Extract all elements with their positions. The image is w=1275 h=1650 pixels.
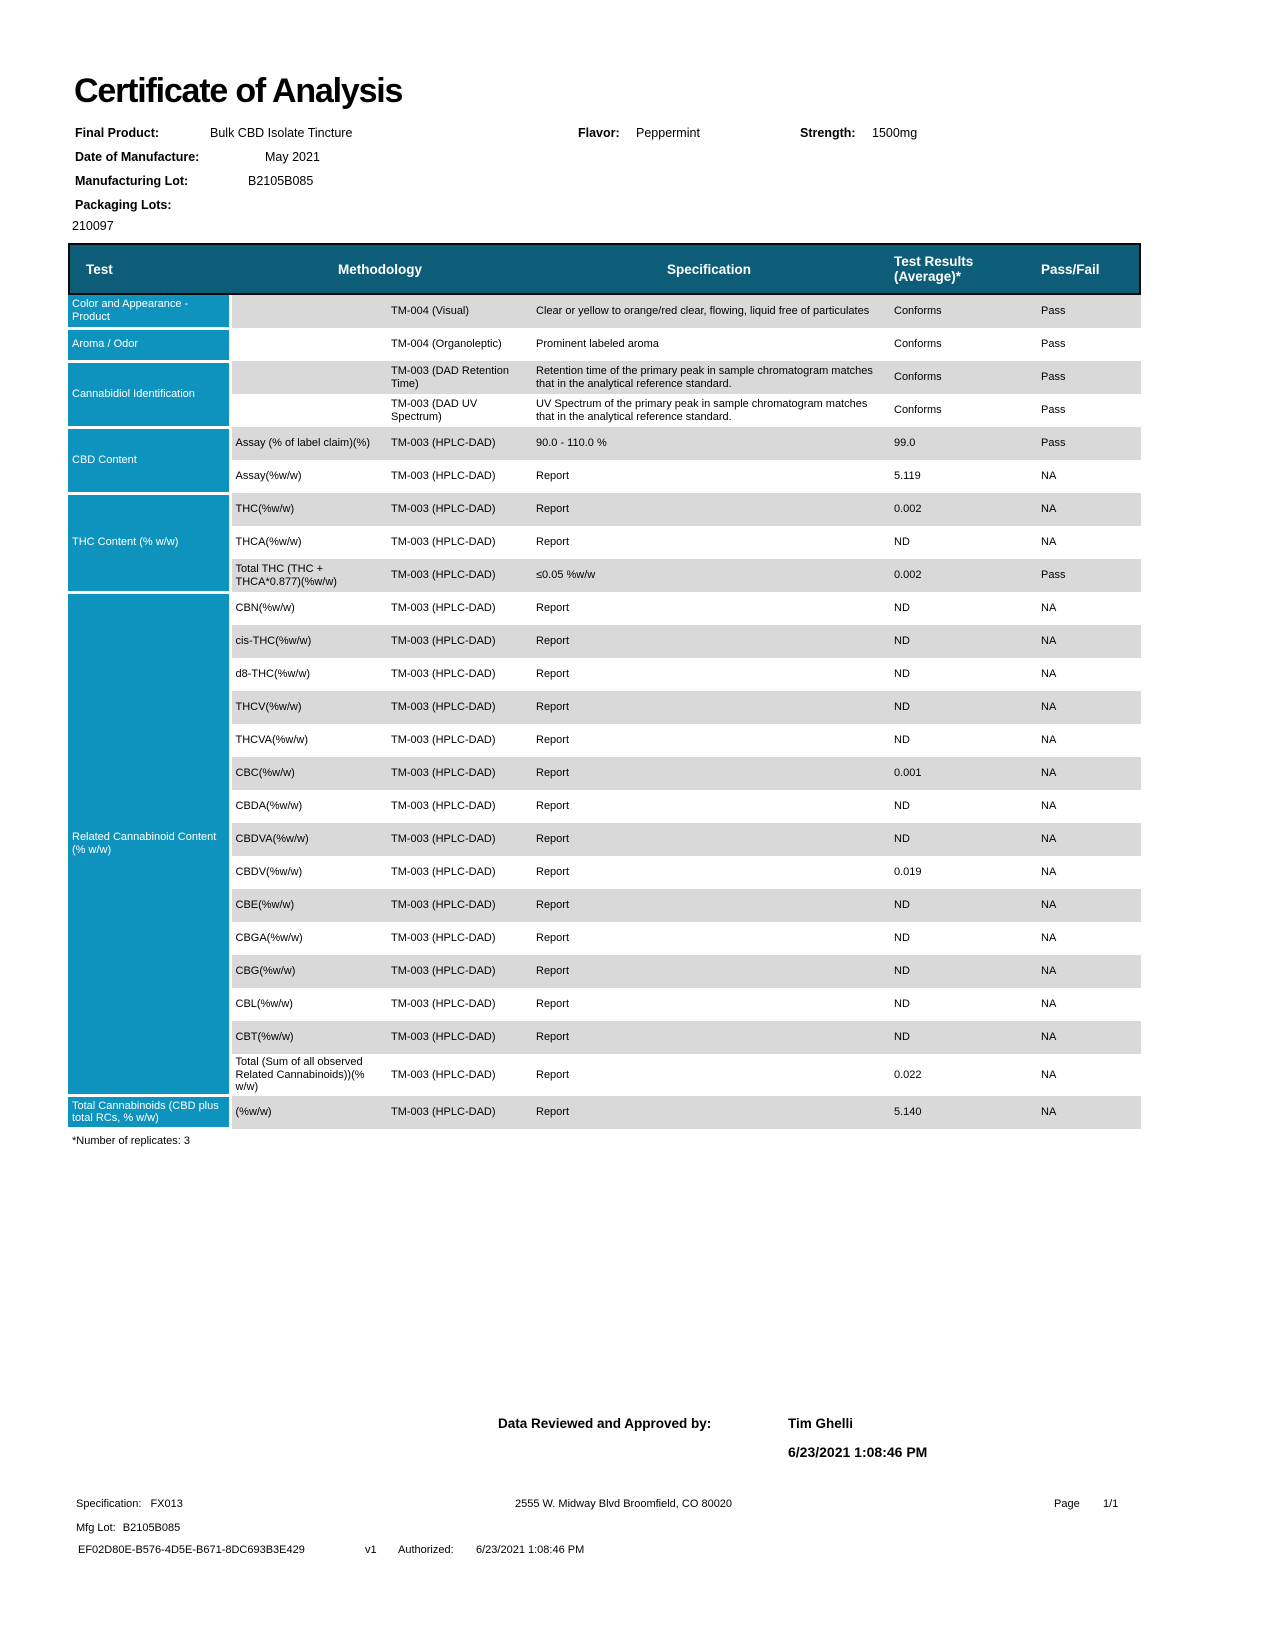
- methodology-cell: TM-003 (HPLC-DAD): [387, 823, 532, 856]
- subtest-cell: THC(%w/w): [230, 493, 387, 526]
- specification-cell: Report: [536, 932, 570, 945]
- footer-document-id: EF02D80E-B576-4D5E-B671-8DC693B3E429: [78, 1544, 305, 1556]
- result-cell: Conforms: [890, 361, 1037, 394]
- subtest-cell: THCVA(%w/w): [235, 734, 309, 747]
- specification-cell: Clear or yellow to orange/red clear, flowing, liquid free of particulates: [532, 295, 890, 328]
- methodology-cell: TM-003 (HPLC-DAD): [387, 1021, 532, 1054]
- strength-label: Strength:: [800, 126, 856, 140]
- passfail-cell: Pass: [1037, 559, 1141, 592]
- methodology-cell: TM-003 (HPLC-DAD): [391, 998, 496, 1011]
- result-cell: ND: [890, 955, 1037, 988]
- result-cell: ND: [890, 691, 1037, 724]
- subtest-cell: CBC(%w/w): [230, 757, 387, 790]
- result-cell: ND: [894, 668, 910, 681]
- test-group-cell: Aroma / Odor: [68, 328, 230, 361]
- strength-value: 1500mg: [872, 126, 918, 140]
- result-cell: 5.119: [894, 470, 921, 483]
- subtest-cell: CBE(%w/w): [230, 889, 387, 922]
- passfail-cell: Pass: [1037, 361, 1141, 394]
- subtest-cell: d8-THC(%w/w): [235, 668, 311, 681]
- specification-cell: Report: [536, 734, 570, 747]
- methodology-cell: TM-003 (HPLC-DAD): [391, 800, 496, 813]
- specification-cell: Report: [532, 823, 890, 856]
- specification-cell: Report: [536, 800, 570, 813]
- passfail-cell: Pass: [1037, 295, 1141, 328]
- test-group-cell: Cannabidiol Identification: [68, 361, 230, 427]
- specification-cell: Report: [536, 668, 570, 681]
- specification-cell: Report: [532, 1096, 890, 1129]
- specification-cell: Retention time of the primary peak in sample chromatogram matches that in the analytical reference standard.: [532, 361, 890, 394]
- passfail-cell: NA: [1037, 823, 1141, 856]
- result-cell: 0.022: [894, 1068, 922, 1081]
- passfail-cell: NA: [1041, 1068, 1057, 1081]
- methodology-cell: TM-003 (DAD Retention Time): [387, 361, 532, 394]
- methodology-cell: TM-003 (HPLC-DAD): [387, 955, 532, 988]
- specification-cell: UV Spectrum of the primary peak in sample chromatogram matches that in the analytical reference standard.: [536, 398, 868, 423]
- subtest-cell: THCA(%w/w): [235, 536, 302, 549]
- methodology-cell: TM-003 (HPLC-DAD): [387, 625, 532, 658]
- passfail-cell: NA: [1037, 691, 1141, 724]
- methodology-cell: TM-003 (HPLC-DAD): [387, 691, 532, 724]
- footer-mfg-lot-value: B2105B085: [122, 1522, 181, 1534]
- passfail-cell: NA: [1037, 493, 1141, 526]
- specification-cell: Report: [532, 889, 890, 922]
- passfail-cell: NA: [1037, 1021, 1141, 1054]
- specification-cell: Report: [536, 470, 570, 483]
- methodology-cell: TM-003 (HPLC-DAD): [391, 602, 496, 615]
- specification-cell: Report: [536, 602, 570, 615]
- table-row: [68, 427, 1141, 460]
- subtest-cell: Total (Sum of all observed Related Cannabinoids))(% w/w): [235, 1056, 365, 1093]
- result-cell: ND: [894, 932, 910, 945]
- packaging-lots-value: 210097: [72, 219, 114, 233]
- subtest-cell: CBL(%w/w): [235, 998, 293, 1011]
- methodology-cell: TM-004 (Organoleptic): [391, 338, 502, 351]
- footer-mfg-lot: [76, 1522, 180, 1535]
- subtest-cell: CBN(%w/w): [235, 602, 295, 615]
- specification-cell: Report: [532, 625, 890, 658]
- passfail-cell: Pass: [1041, 338, 1066, 351]
- passfail-cell: NA: [1041, 668, 1057, 681]
- footer-address: 2555 W. Midway Blvd Broomfield, CO 80020: [515, 1498, 733, 1510]
- subtest-cell: CBGA(%w/w): [235, 932, 303, 945]
- passfail-cell: NA: [1041, 470, 1057, 483]
- result-cell: 0.002: [890, 493, 1037, 526]
- passfail-cell: NA: [1037, 757, 1141, 790]
- passfail-cell: NA: [1041, 734, 1057, 747]
- methodology-cell: TM-003 (HPLC-DAD): [387, 493, 532, 526]
- flavor-label: Flavor:: [578, 126, 620, 140]
- methodology-cell: TM-003 (HPLC-DAD): [391, 536, 496, 549]
- table-row: [68, 1096, 1141, 1129]
- specification-cell: Report: [536, 1068, 570, 1081]
- result-cell: Conforms: [894, 338, 942, 351]
- specification-cell: Report: [532, 691, 890, 724]
- result-cell: ND: [894, 998, 910, 1011]
- specification-cell: Report: [532, 493, 890, 526]
- subtest-cell: CBDA(%w/w): [235, 800, 303, 813]
- passfail-cell: NA: [1041, 866, 1057, 879]
- table-row: [68, 295, 1141, 328]
- footer-specification: [76, 1498, 183, 1511]
- subtest-cell: [230, 361, 387, 394]
- methodology-cell: TM-003 (HPLC-DAD): [387, 757, 532, 790]
- passfail-cell: NA: [1037, 1096, 1141, 1129]
- table-row: [68, 328, 1141, 361]
- methodology-cell: TM-003 (HPLC-DAD): [387, 559, 532, 592]
- methodology-cell: TM-003 (HPLC-DAD): [391, 734, 496, 747]
- specification-cell: Report: [536, 536, 570, 549]
- specification-cell: Report: [532, 757, 890, 790]
- packaging-lots-label: Packaging Lots:: [75, 198, 172, 212]
- passfail-cell: NA: [1041, 536, 1057, 549]
- test-group-cell: Related Cannabinoid Content (% w/w): [68, 592, 230, 1096]
- test-group-cell: THC Content (% w/w): [68, 493, 230, 592]
- footer-authorized-timestamp: 6/23/2021 1:08:46 PM: [476, 1544, 585, 1556]
- methodology-cell: TM-003 (HPLC-DAD): [387, 1096, 532, 1129]
- passfail-cell: NA: [1037, 889, 1141, 922]
- specification-cell: Report: [532, 1021, 890, 1054]
- table-row: [68, 592, 1141, 625]
- column-header-specification: Specification: [666, 261, 752, 277]
- column-header-test-results: [888, 254, 1035, 284]
- approval-timestamp: 6/23/2021 1:08:46 PM: [788, 1444, 928, 1460]
- methodology-cell: TM-003 (HPLC-DAD): [391, 866, 496, 879]
- page-title: Certificate of Analysis: [74, 72, 403, 110]
- result-cell: ND: [894, 800, 910, 813]
- result-cell: ND: [894, 734, 910, 747]
- specification-cell: 90.0 - 110.0 %: [532, 427, 890, 460]
- result-cell: 5.140: [890, 1096, 1037, 1129]
- footer-mfg-lot-label: Mfg Lot:: [76, 1522, 116, 1534]
- result-cell: ND: [894, 602, 910, 615]
- passfail-cell: NA: [1041, 932, 1057, 945]
- footer-version: v1: [365, 1544, 377, 1556]
- specification-cell: Prominent labeled aroma: [536, 338, 659, 351]
- subtest-cell: cis-THC(%w/w): [230, 625, 387, 658]
- result-cell: 0.001: [890, 757, 1037, 790]
- result-cell: Conforms: [890, 295, 1037, 328]
- results-table: [68, 243, 1141, 1147]
- footer-specification-label: Specification:: [76, 1498, 142, 1510]
- test-group-cell: CBD Content: [68, 427, 230, 493]
- table-body: [68, 295, 1141, 1130]
- subtest-cell: (%w/w): [230, 1096, 387, 1129]
- manufacturing-lot-label: Manufacturing Lot:: [75, 174, 189, 188]
- table-row: [68, 493, 1141, 526]
- date-of-manufacture-label: Date of Manufacture:: [75, 150, 200, 164]
- subtest-cell: CBT(%w/w): [230, 1021, 387, 1054]
- table-row: [68, 361, 1141, 394]
- subtest-cell: CBDVA(%w/w): [230, 823, 387, 856]
- column-header-test-results-line1: Test Results: [894, 254, 974, 269]
- passfail-cell: NA: [1037, 955, 1141, 988]
- specification-cell: Report: [536, 866, 570, 879]
- test-group-cell: Total Cannabinoids (CBD plus total RCs, % w/w): [68, 1096, 230, 1129]
- footer-authorized-label: Authorized:: [398, 1544, 454, 1556]
- column-header-passfail: Pass/Fail: [1041, 261, 1100, 277]
- footer-page-label: Page: [1054, 1498, 1080, 1510]
- passfail-cell: Pass: [1041, 404, 1066, 417]
- subtest-cell: [230, 394, 387, 427]
- result-cell: ND: [894, 536, 910, 549]
- passfail-cell: NA: [1037, 625, 1141, 658]
- subtest-cell: THCV(%w/w): [230, 691, 387, 724]
- methodology-cell: TM-003 (HPLC-DAD): [387, 427, 532, 460]
- column-header-methodology: Methodology: [338, 261, 422, 277]
- result-cell: 0.019: [894, 866, 922, 879]
- passfail-cell: NA: [1041, 800, 1057, 813]
- result-cell: Conforms: [894, 404, 942, 417]
- replicates-footnote: *Number of replicates: 3: [72, 1135, 190, 1147]
- final-product-label: Final Product:: [75, 126, 160, 140]
- result-cell: ND: [890, 625, 1037, 658]
- methodology-cell: TM-003 (HPLC-DAD): [391, 668, 496, 681]
- result-cell: ND: [890, 1021, 1037, 1054]
- result-cell: 99.0: [890, 427, 1037, 460]
- specification-cell: Report: [532, 955, 890, 988]
- methodology-cell: TM-003 (HPLC-DAD): [391, 1068, 496, 1081]
- test-group-cell: Color and Appearance - Product: [68, 295, 230, 328]
- column-header-test-results-line2: (Average)*: [894, 269, 962, 284]
- methodology-cell: TM-003 (HPLC-DAD): [387, 889, 532, 922]
- result-cell: ND: [890, 823, 1037, 856]
- passfail-cell: NA: [1041, 602, 1057, 615]
- specification-cell: ≤0.05 %w/w: [532, 559, 890, 592]
- passfail-cell: Pass: [1037, 427, 1141, 460]
- methodology-cell: TM-003 (HPLC-DAD): [391, 470, 496, 483]
- approver-name: Tim Ghelli: [788, 1416, 854, 1431]
- manufacturing-lot-value: B2105B085: [248, 174, 314, 188]
- methodology-cell: TM-003 (DAD UV Spectrum): [391, 398, 478, 423]
- subtest-cell: Assay (% of label claim)(%): [230, 427, 387, 460]
- footer-specification-value: FX013: [150, 1498, 183, 1510]
- subtest-cell: [230, 328, 387, 361]
- subtest-cell: Total THC (THC + THCA*0.877)(%w/w): [230, 559, 387, 592]
- subtest-cell: CBG(%w/w): [230, 955, 387, 988]
- subtest-cell: Assay(%w/w): [235, 470, 302, 483]
- methodology-cell: TM-004 (Visual): [387, 295, 532, 328]
- subtest-cell: CBDV(%w/w): [235, 866, 303, 879]
- result-cell: ND: [890, 889, 1037, 922]
- subtest-cell: [230, 295, 387, 328]
- column-header-test: Test: [86, 261, 113, 277]
- flavor-value: Peppermint: [636, 126, 700, 140]
- specification-cell: Report: [536, 998, 570, 1011]
- final-product-value: Bulk CBD Isolate Tincture: [210, 126, 353, 140]
- passfail-cell: NA: [1041, 998, 1057, 1011]
- methodology-cell: TM-003 (HPLC-DAD): [391, 932, 496, 945]
- result-cell: 0.002: [890, 559, 1037, 592]
- footer-page-number: 1/1: [1103, 1498, 1119, 1510]
- date-of-manufacture-value: May 2021: [265, 150, 320, 164]
- table-header-row: [68, 243, 1141, 295]
- approved-by-label: Data Reviewed and Approved by:: [498, 1416, 712, 1431]
